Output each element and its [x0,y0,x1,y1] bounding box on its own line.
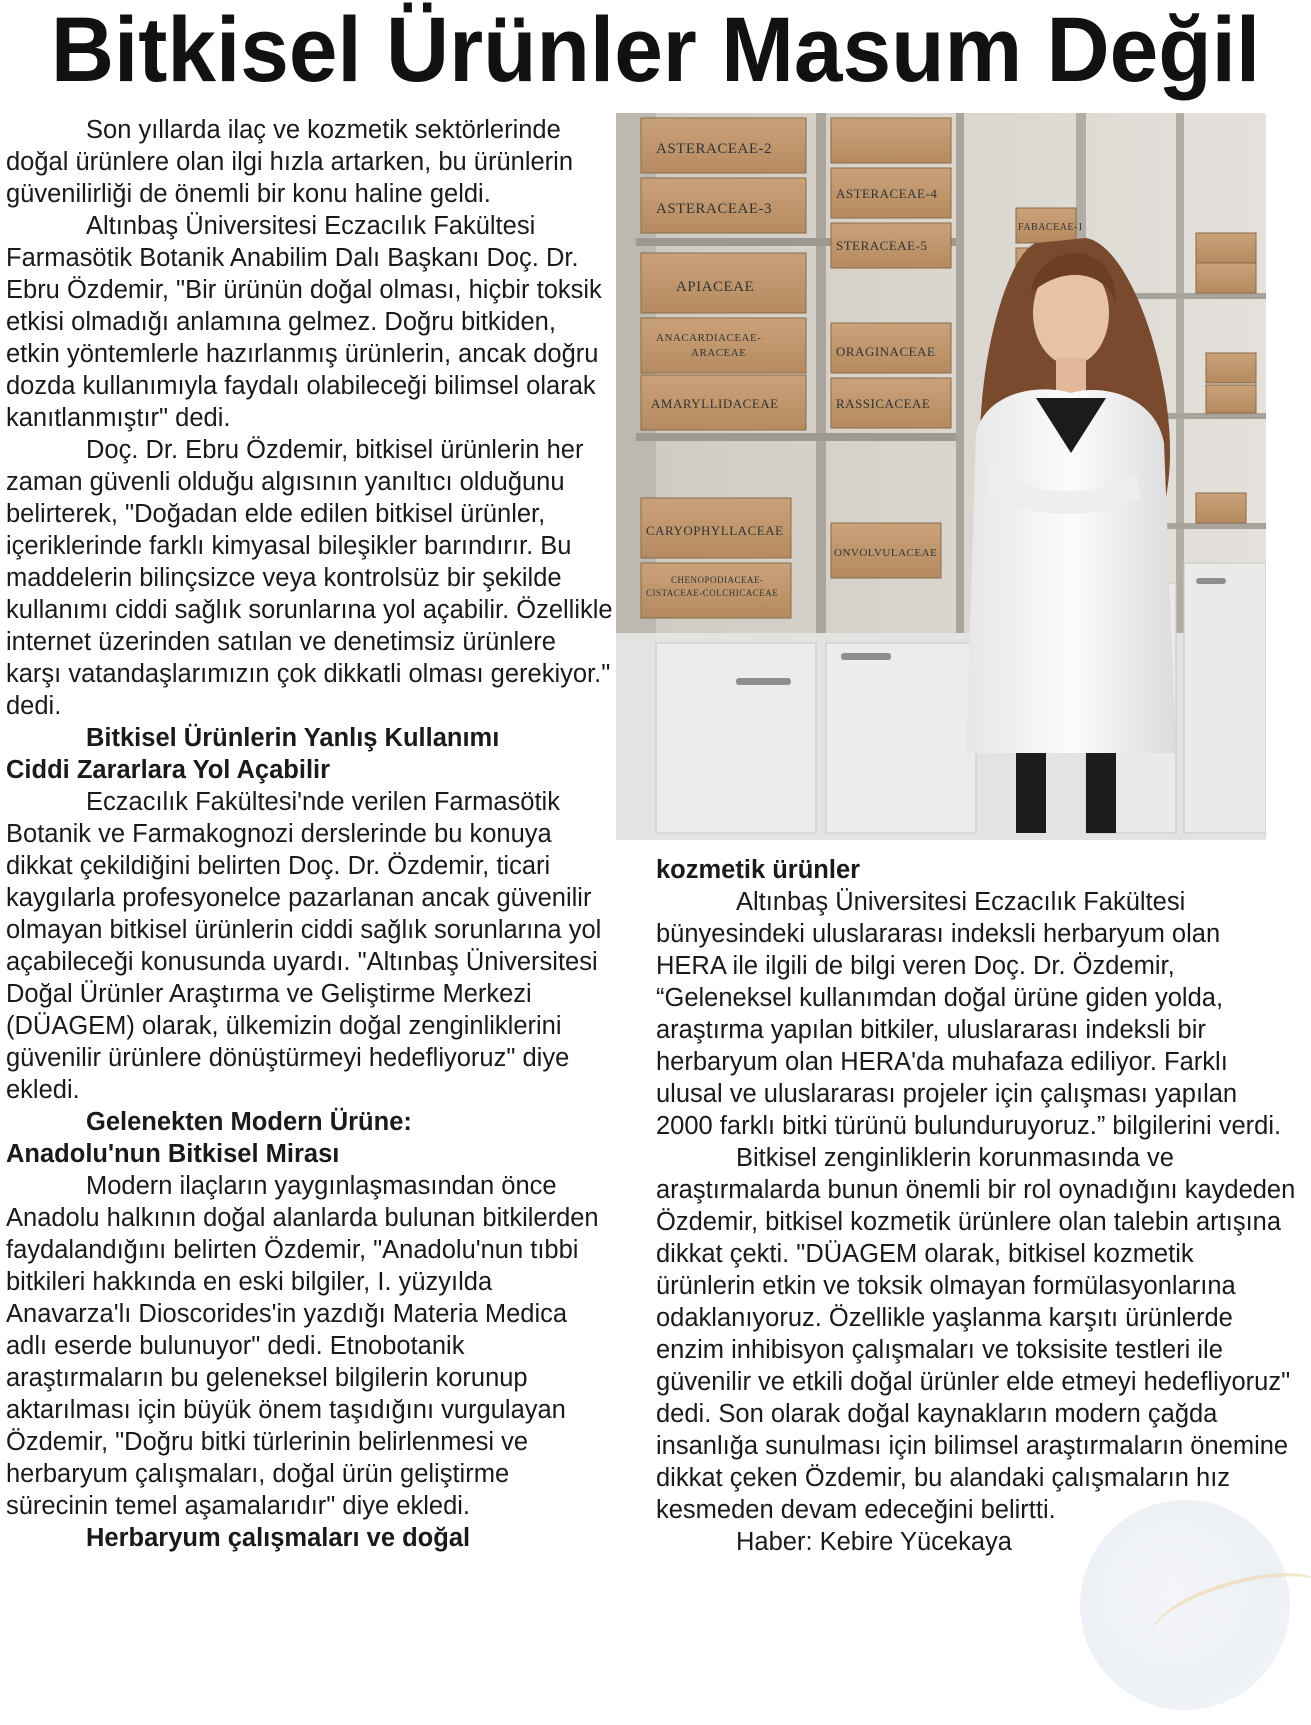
box-label: CISTACEAE-COLCHICACEAE [646,588,779,598]
subheading [656,854,1296,886]
box-label: STERACEAE-5 [836,238,928,253]
box-label: ASTERACEAE-3 [656,201,772,217]
paragraph: Eczacılık Fakültesi'nde verilen Farmasötik Botanik ve Farmakognozi derslerinde bu konuya dikkat çekildiğini belirten Doç. Dr. Özdemir, ticari kaygılarla profesyonelce pazarlanan ancak güvenilir olmayan bitkisel ürünlerin ciddi sağlık sorunlarına yol açabileceği konusunda uyardı. "Altınbaş Üniversitesi Doğal Ürünler Araştırma ve Geliştirme Merkezi (DÜAGEM) olarak, ülkemizin doğal zenginliklerini güvenilir ürünlere dönüştürmeyi hedefliyoruz" diye ekledi. [6,788,602,1104]
paragraph: Altınbaş Üniversitesi Eczacılık Fakültesi bünyesindeki uluslararası indeksli herbaryum olan HERA ile ilgili de bilgi veren Doç. Dr. Özdemir, “Geleneksel kullanımdan doğal ürüne giden yolda, araştırma yapılan bitkiler, uluslararası indeksli bir herbaryum olan HERA'da muhafaza ediliyor. Farklı ulusal ve uluslararası projeler için çalışması yapılan 2000 farklı bitki türünü bulunduruyoruz.” bilgilerini verdi. [656,888,1282,1140]
box-label: ARACEAE [691,347,747,359]
subheading [6,1522,614,1554]
paragraph: Modern ilaçların yaygınlaşmasından önce Anadolu halkının doğal alanlarda bulunan bitkilerden faydalandığını belirten Özdemir, "Anadolu'nun tıbbi bitkileri hakkında en eski bilgiler, I. yüzyılda Anavarza'lı Dioscorides'in yazdığı Materia Medica adlı eserde bulunuyor" dedi. Etnobotanik araştırmaların bu geleneksel bilgilerin korunup aktarılması için büyük önem taşıdığını vurgulayan Özdemir, "Doğru bitki türlerinin belirlenmesi ve herbaryum çalışmaları, doğal ürün geliştirme sürecinin temel aşamalarıdır" diye ekledi. [6,1172,599,1520]
subheading-line: Gelenekten Modern Ürüne: [86,1108,412,1136]
box-label: APIACEAE [676,279,755,295]
box-label: AMARYLLIDACEAE [651,396,779,411]
box-label: CHENOPODIACEAE- [671,575,764,585]
headline: Bitkisel Ürünler Masum Değil [50,0,1261,101]
paragraph: Bitkisel zenginliklerin korunmasında ve araştırmalarda bunun önemli bir rol oynadığını kaydeden Özdemir, bitkisel kozmetik ürünlere olan talebin artışına dikkat çekti. "DÜAGEM olarak, bitkisel kozmetik ürünlerin etkin ve toksik olmayan formülasyonlarına odaklanıyoruz. Özellikle yaşlanma karşıtı ürünlerde enzim inhibisyon çalışmaları ve toksisite testleri ile güvenilir ve etkili doğal ürünler elde etmeyi hedefliyoruz" dedi. Son olarak doğal kaynakların modern çağda insanlığa sunulması için bilimsel araştırmaların önemine dikkat çeken Özdemir, bu alandaki çalışmaların hız kesmeden devam edeceğini belirtti. [656,1144,1296,1524]
box-label: ORAGINACEAE [836,344,936,359]
box-label: CARYOPHYLLACEAE [646,523,784,538]
paragraph: Son yıllarda ilaç ve kozmetik sektörlerinde doğal ürünlere olan ilgi hızla artarken, bu ürünlerin güvenilirliği de önemli bir konu haline geldi. [6,116,574,208]
subheading [6,722,614,786]
subheading-line: Herbaryum çalışmaları ve doğal [86,1524,471,1552]
article-photo [616,113,1266,840]
right-column [656,854,1296,1558]
left-column [6,114,614,1554]
byline: Haber: Kebire Yücekaya [736,1528,1012,1556]
paragraph: Altınbaş Üniversitesi Eczacılık Fakültesi Farmasötik Botanik Anabilim Dalı Başkanı Doç. Dr. Ebru Özdemir, "Bir ürünün doğal olması, hiçbir toksik etkisi olmadığı anlamına gelmez. Doğru bitkiden, etkin yöntemlerle hazırlanmış ürünlerin, ancak doğru dozda kullanımıyla faydalı olabileceği bilimsel olarak kanıtlanmıştır" dedi. [6,212,602,432]
subheading-line: Anadolu'nun Bitkisel Mirası [6,1140,340,1168]
box-label: ONVOLVULACEAE [834,547,938,559]
herbarium-cabinet-illustration [616,113,1266,840]
subheading [6,1106,614,1170]
box-label: FABACEAE-1 [1018,222,1084,233]
paragraph: Doç. Dr. Ebru Özdemir, bitkisel ürünlerin her zaman güvenli olduğu algısının yanıltıcı olduğunu belirterek, "Doğadan elde edilen bitkisel ürünler, içeriklerinde farklı kimyasal bileşikler barındırır. Bu maddelerin bilinçsizce veya kontrolsüz bir şekilde kullanımı ciddi sağlık sorunlarına yol açabilir. Özellikle internet üzerinden satılan ve denetimsiz ürünlere karşı vatandaşlarımızın çok dikkatli olması gerekiyor." dedi. [6,436,613,720]
box-label: ASTERACEAE-4 [836,186,938,201]
box-label: RASSICACEAE [836,396,931,411]
subheading-line: kozmetik ürünler [656,856,861,884]
box-label: ANACARDIACEAE- [656,332,762,344]
subheading-line: Ciddi Zararlara Yol Açabilir [6,756,331,784]
box-label: ASTERACEAE-2 [656,141,772,157]
subheading-line: Bitkisel Ürünlerin Yanlış Kullanımı [86,724,500,752]
